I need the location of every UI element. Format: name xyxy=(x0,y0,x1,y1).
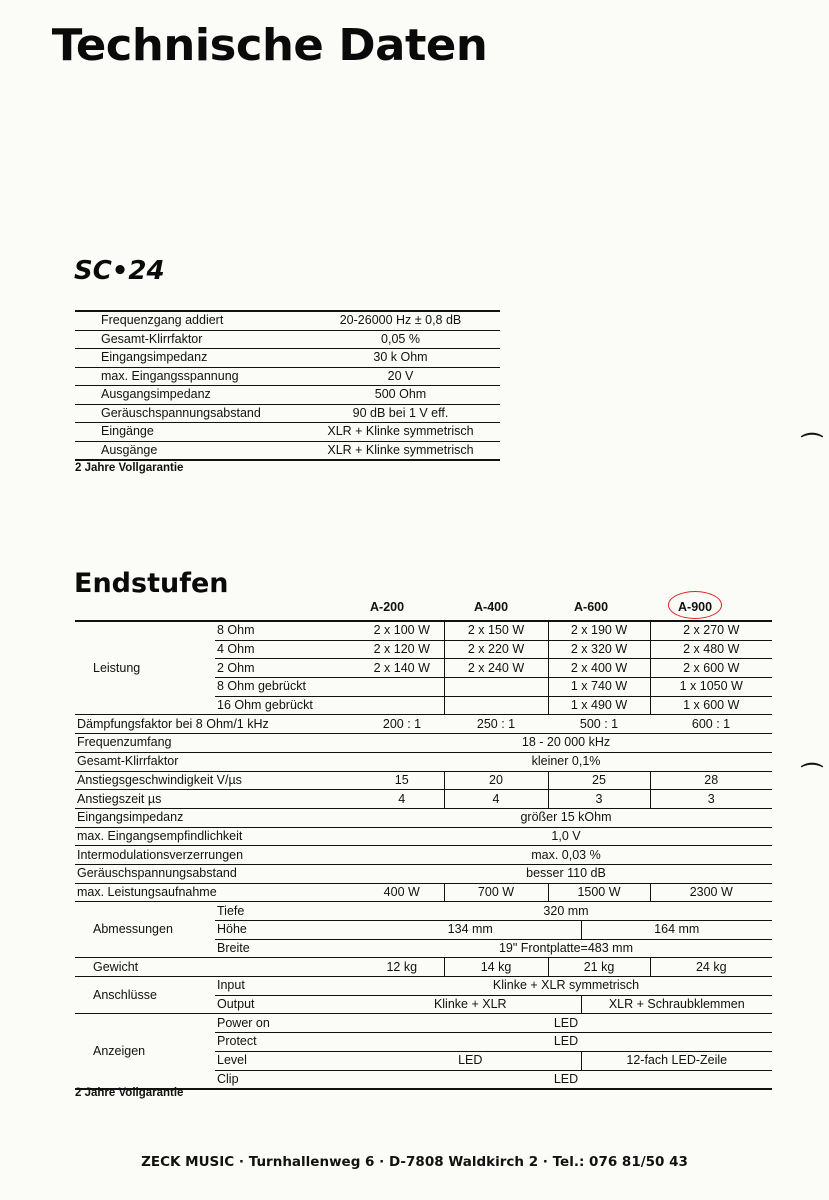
cell: 2 x 480 W xyxy=(650,640,772,659)
cell: 1500 W xyxy=(548,883,650,902)
row-label: Gewicht xyxy=(75,958,360,977)
sub-label: Breite xyxy=(215,939,360,958)
cell: 1 x 1050 W xyxy=(650,678,772,697)
sc24-value: XLR + Klinke symmetrisch xyxy=(301,441,500,460)
endstufen-title: Endstufen xyxy=(74,568,229,599)
cell: 2300 W xyxy=(650,883,772,902)
sc24-label: Geräuschspannungsabstand xyxy=(75,404,301,423)
cell xyxy=(360,678,444,697)
row-label-abmessungen: Abmessungen xyxy=(75,902,215,958)
sc24-row xyxy=(75,349,500,368)
cell: 700 W xyxy=(444,883,548,902)
cell: 2 x 220 W xyxy=(444,640,548,659)
cell xyxy=(444,696,548,715)
cell: 2 x 600 W xyxy=(650,659,772,678)
cell: LED xyxy=(360,1033,772,1052)
sc24-label: Eingangsimpedanz xyxy=(75,349,301,368)
cell: 14 kg xyxy=(444,958,548,977)
endstufen-spec-table xyxy=(75,620,772,1090)
cell: 20 xyxy=(444,771,548,790)
sub-label: Input xyxy=(215,977,360,996)
model-header-highlighted: A-900 xyxy=(678,600,713,614)
cell: 1 x 600 W xyxy=(650,696,772,715)
sc24-value: 0,05 % xyxy=(301,330,500,349)
cell: 3 xyxy=(650,790,772,809)
row-label: max. Leistungsaufnahme xyxy=(75,883,360,902)
cell: 4 xyxy=(360,790,444,809)
cell: LED xyxy=(360,1014,772,1033)
cell: 164 mm xyxy=(581,921,772,940)
sc24-value: 20 V xyxy=(301,367,500,386)
model-header: A-400 xyxy=(474,600,509,614)
cell: LED xyxy=(360,1070,772,1089)
cell: 4 xyxy=(444,790,548,809)
row-label: Dämpfungsfaktor bei 8 Ohm/1 kHz xyxy=(75,715,360,734)
row-label: Gesamt-Klirrfaktor xyxy=(75,752,360,771)
cell xyxy=(444,678,548,697)
row-label: Frequenzumfang xyxy=(75,734,360,753)
punch-mark-icon: ⌒ xyxy=(800,762,823,787)
cell: 1 x 490 W xyxy=(548,696,650,715)
cell: 2 x 400 W xyxy=(548,659,650,678)
leistung-sub-label: 2 Ohm xyxy=(215,659,360,678)
row-label: Anstiegsgeschwindigkeit V/µs xyxy=(75,771,360,790)
cell: 2 x 150 W xyxy=(444,621,548,640)
sc24-row xyxy=(75,386,500,405)
sc24-row xyxy=(75,404,500,423)
cell: 3 xyxy=(548,790,650,809)
sc24-value: 500 Ohm xyxy=(301,386,500,405)
row-label: Intermodulationsverzerrungen xyxy=(75,846,360,865)
cell: 19" Frontplatte=483 mm xyxy=(360,939,772,958)
leistung-sub-label: 8 Ohm gebrückt xyxy=(215,678,360,697)
row-label: Eingangsimpedanz xyxy=(75,808,360,827)
cell: 250 : 1 xyxy=(444,715,548,734)
model-header: A-200 xyxy=(370,600,405,614)
cell: 200 : 1 xyxy=(360,715,444,734)
leistung-sub-label: 4 Ohm xyxy=(215,640,360,659)
cell: 600 : 1 xyxy=(650,715,772,734)
sub-label: Tiefe xyxy=(215,902,360,921)
cell: 2 x 140 W xyxy=(360,659,444,678)
cell: 2 x 270 W xyxy=(650,621,772,640)
model-header: A-600 xyxy=(574,600,609,614)
cell: Klinke + XLR symmetrisch xyxy=(360,977,772,996)
sc24-row xyxy=(75,423,500,442)
sc24-title: SC•24 xyxy=(74,256,165,286)
cell: 320 mm xyxy=(360,902,772,921)
cell: 12-fach LED-Zeile xyxy=(581,1051,772,1070)
footer-address: ZECK MUSIC · Turnhallenweg 6 · D-7808 Waldkirch 2 · Tel.: 076 81/50 43 xyxy=(141,1154,688,1170)
row-label: Anstiegszeit µs xyxy=(75,790,360,809)
punch-mark-icon: ⌒ xyxy=(800,432,823,457)
row-label-leistung: Leistung xyxy=(75,621,215,715)
row-label-anzeigen: Anzeigen xyxy=(75,1014,215,1089)
cell: 134 mm xyxy=(360,921,581,940)
cell: 25 xyxy=(548,771,650,790)
sub-label: Level xyxy=(215,1051,360,1070)
sc24-value: XLR + Klinke symmetrisch xyxy=(301,423,500,442)
sub-label: Protect xyxy=(215,1033,360,1052)
cell: 400 W xyxy=(360,883,444,902)
row-label: Geräuschspannungsabstand xyxy=(75,864,360,883)
sc24-label: Eingänge xyxy=(75,423,301,442)
cell: kleiner 0,1% xyxy=(360,752,772,771)
cell: 21 kg xyxy=(548,958,650,977)
sub-label: Output xyxy=(215,995,360,1014)
cell: LED xyxy=(360,1051,581,1070)
sc24-label: Frequenzgang addiert xyxy=(75,311,301,330)
sc24-warranty-note: 2 Jahre Vollgarantie xyxy=(75,462,184,474)
row-label: max. Eingangsempfindlichkeit xyxy=(75,827,360,846)
sc24-label: Ausgänge xyxy=(75,441,301,460)
cell: 2 x 100 W xyxy=(360,621,444,640)
cell: 15 xyxy=(360,771,444,790)
sc24-value: 20-26000 Hz ± 0,8 dB xyxy=(301,311,500,330)
sub-label: Clip xyxy=(215,1070,360,1089)
cell: 2 x 190 W xyxy=(548,621,650,640)
cell xyxy=(360,696,444,715)
sc24-value: 90 dB bei 1 V eff. xyxy=(301,404,500,423)
endstufen-warranty-note: 2 Jahre Vollgarantie xyxy=(75,1087,184,1099)
sc24-label: Gesamt-Klirrfaktor xyxy=(75,330,301,349)
sc24-row xyxy=(75,441,500,460)
row-label-anschluesse: Anschlüsse xyxy=(75,977,215,1014)
cell: 500 : 1 xyxy=(548,715,650,734)
cell: 2 x 120 W xyxy=(360,640,444,659)
cell: größer 15 kOhm xyxy=(360,808,772,827)
sc24-value: 30 k Ohm xyxy=(301,349,500,368)
cell: 12 kg xyxy=(360,958,444,977)
page-title: Technische Daten xyxy=(51,20,488,71)
leistung-sub-label: 16 Ohm gebrückt xyxy=(215,696,360,715)
cell: 2 x 320 W xyxy=(548,640,650,659)
sc24-spec-table xyxy=(75,310,500,461)
cell: 28 xyxy=(650,771,772,790)
cell: max. 0,03 % xyxy=(360,846,772,865)
cell: besser 110 dB xyxy=(360,864,772,883)
cell: 24 kg xyxy=(650,958,772,977)
sc24-row xyxy=(75,367,500,386)
cell: Klinke + XLR xyxy=(360,995,581,1014)
cell: 1 x 740 W xyxy=(548,678,650,697)
sub-label: Höhe xyxy=(215,921,360,940)
cell: XLR + Schraubklemmen xyxy=(581,995,772,1014)
cell: 2 x 240 W xyxy=(444,659,548,678)
sc24-label: max. Eingangsspannung xyxy=(75,367,301,386)
sc24-label: Ausgangsimpedanz xyxy=(75,386,301,405)
cell: 1,0 V xyxy=(360,827,772,846)
cell: 18 - 20 000 kHz xyxy=(360,734,772,753)
sc24-row xyxy=(75,311,500,330)
sub-label: Power on xyxy=(215,1014,360,1033)
sc24-row xyxy=(75,330,500,349)
leistung-sub-label: 8 Ohm xyxy=(215,621,360,640)
highlight-circle-icon xyxy=(668,591,722,619)
